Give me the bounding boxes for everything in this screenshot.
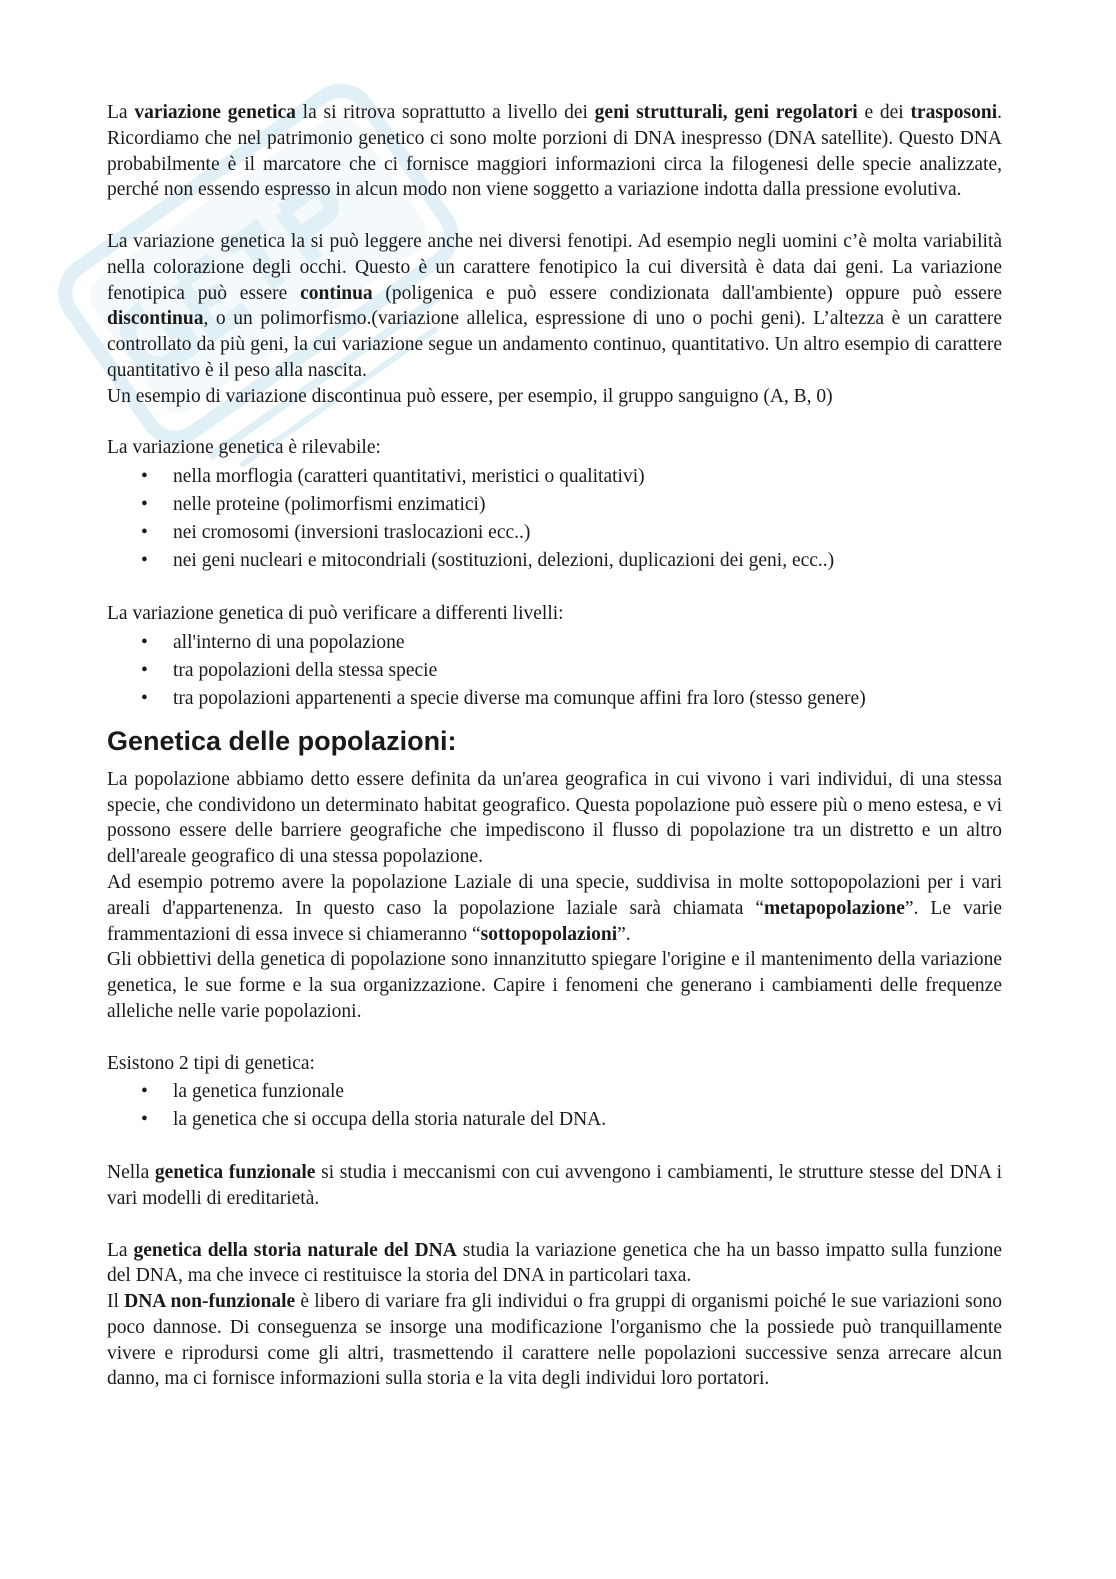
bold-term: genetica funzionale — [154, 1162, 316, 1184]
bullet-icon: • — [141, 522, 148, 544]
bold-term: genetica della storia naturale del DNA — [133, 1239, 457, 1261]
list-item-text: nei geni nucleari e mitocondriali (sostituzioni, delezioni, duplicazioni dei geni, ecc..) — [173, 550, 835, 572]
text-run: La variazione genetica la si può leggere anche nei diversi fenotipi. Ad esempio negli uomini c’è molta variabilità nella colorazione degli occhi. Questo è un carattere fenotipico la cui diversità è data dai geni. La variazione fenotipica può essere — [107, 230, 1002, 304]
list-item-text: tra popolazioni appartenenti a specie diverse ma comunque affini fra loro (stesso genere) — [173, 687, 866, 709]
bullet-icon: • — [141, 687, 148, 709]
bold-term: trasposoni — [910, 102, 998, 123]
text-run: La — [107, 102, 135, 123]
document-page — [107, 100, 1002, 1392]
text-run: si studia i meccanismi con cui avvengono i cambiamenti, le strutture stesse del DNA i vari modelli di ereditarietà. — [107, 1162, 1002, 1209]
text-run: ”. Le varie frammentazioni di essa invece si chiameranno “ — [107, 897, 1003, 945]
list-item — [107, 491, 1002, 519]
text-run: Il — [107, 1291, 125, 1313]
list-item — [107, 1078, 1002, 1106]
bold-term: metapopolazione — [764, 897, 905, 919]
section-heading: Genetica delle popolazioni: — [107, 725, 457, 756]
text-run: La — [107, 1239, 134, 1261]
paragraph-popolazione: La popolazione abbiamo detto essere definita da un'area geografica in cui vivono i vari individui, di una stessa specie, che condividono un determinato habitat geografico. Questa popolazione può essere più o meno estesa, e vi possono essere delle barriere geografiche che impediscono il flusso di popolazione tra un distretto e un altro dell'areale geografico di una stessa popolazione. — [107, 768, 1002, 868]
bullet-icon: • — [141, 659, 148, 681]
text-run: Ad esempio potremo avere la popolazione Laziale di una specie, suddivisa in molte sottopopolazioni per i vari areali d'appartenenza. In questo caso la popolazione laziale sarà chiamata “ — [107, 871, 1002, 919]
list-item-text: all'interno di una popolazione — [173, 631, 405, 653]
paragraph-storia-naturale — [107, 1238, 1002, 1290]
bold-term: variazione genetica — [134, 102, 296, 123]
text-run: e dei — [857, 102, 911, 123]
bullet-icon: • — [141, 631, 148, 653]
bold-term: sottopopolazioni — [480, 923, 618, 945]
list-item-text: nelle proteine (polimorfismi enzimatici) — [173, 494, 486, 516]
bullet-icon: • — [141, 1081, 148, 1103]
paragraph-metapopolazione — [107, 870, 1002, 947]
list-item-text: la genetica che si occupa della storia naturale del DNA. — [173, 1109, 607, 1131]
list-item-text: tra popolazioni della stessa specie — [173, 659, 438, 681]
list-tipi-genetica — [107, 1078, 1002, 1134]
bold-term: continua — [300, 282, 373, 304]
text-run: (poligenica e può essere condizionata dall'ambiente) oppure può essere — [372, 282, 1002, 304]
text-run: studia la variazione genetica che ha un basso impatto sulla funzione del DNA, ma che invece ci restituisce la storia del DNA in particolari taxa. — [107, 1239, 1003, 1287]
list-item — [107, 629, 1002, 657]
list-item — [107, 657, 1002, 685]
bullet-icon: • — [141, 1109, 148, 1131]
list-item — [107, 1106, 1002, 1134]
list-rilevabile — [107, 463, 1002, 575]
bold-term: discontinua — [107, 308, 204, 330]
text-run: la si ritrova soprattutto a livello dei — [295, 102, 595, 123]
paragraph-variazione-genetica — [107, 100, 1002, 203]
list-item — [107, 519, 1002, 547]
paragraph-rilevabile-intro: La variazione genetica è rilevabile: — [107, 437, 381, 459]
paragraph-dna-non-funzionale — [107, 1289, 1002, 1392]
text-run: Nella — [107, 1162, 155, 1184]
bold-term: geni strutturali, geni regolatori — [594, 102, 858, 123]
text-run: ”. — [617, 923, 631, 945]
list-item — [107, 463, 1002, 491]
list-item — [107, 685, 1002, 713]
bullet-icon: • — [141, 494, 148, 516]
text-run: è libero di variare fra gli individui o fra gruppi di organismi poiché le sue variazioni sono poco dannose. Di conseguenza se insorge una modificazione l'organismo che la possiede può tranquillamente vivere e riprodursi come gli altri, trasmettendo il carattere nelle popolazioni successive senza arrecare alcun danno, ma ci fornisce informazioni sulla storia e la vita degli individui loro portatori. — [107, 1291, 1003, 1390]
bullet-icon: • — [141, 550, 148, 572]
list-item-text: nei cromosomi (inversioni traslocazioni ecc..) — [173, 522, 531, 544]
list-item — [107, 547, 1002, 575]
paragraph-genetica-funzionale — [107, 1160, 1002, 1212]
bullet-icon: • — [141, 466, 148, 488]
paragraph-obbiettivi: Gli obbiettivi della genetica di popolazione sono innanzitutto spiegare l'origine e il mantenimento della variazione genetica, le sue forme e la sua organizzazione. Capire i fenomeni che generano i cambiamenti delle frequenze alleliche nelle varie popolazioni. — [107, 949, 1002, 1022]
list-livelli — [107, 629, 1002, 713]
list-item-text: la genetica funzionale — [173, 1081, 345, 1103]
paragraph-gruppo-sanguigno: Un esempio di variazione discontinua può essere, per esempio, il gruppo sanguigno (A, B, 0) — [107, 385, 833, 407]
text-run: , o un polimorfismo.(variazione allelica, espressione di uno o pochi geni). L’altezza è un carattere controllato da più geni, la cui variazione segue un andamento continuo, quantitativo. Un altro esempio di carattere quantitativo è il peso alla nascita. — [107, 308, 1002, 381]
paragraph-fenotipi — [107, 229, 1002, 384]
text-run: . Ricordiamo che nel patrimonio genetico ci sono molte porzioni di DNA inespresso (DNA satellite). Questo DNA probabilmente è il marcatore che ci fornisce maggiori informazioni circa la filogenesi delle specie analizzate, perché non essendo espresso in alcun modo non viene soggetto a variazione indotta dalla pressione evolutiva. — [107, 102, 1002, 201]
bold-term: DNA non-funzionale — [124, 1291, 296, 1313]
paragraph-livelli-intro: La variazione genetica di può verificare a differenti livelli: — [107, 602, 564, 624]
list-item-text: nella morflogia (caratteri quantitativi, meristici o qualitativi) — [173, 466, 645, 488]
paragraph-tipi-intro: Esistono 2 tipi di genetica: — [107, 1052, 315, 1074]
